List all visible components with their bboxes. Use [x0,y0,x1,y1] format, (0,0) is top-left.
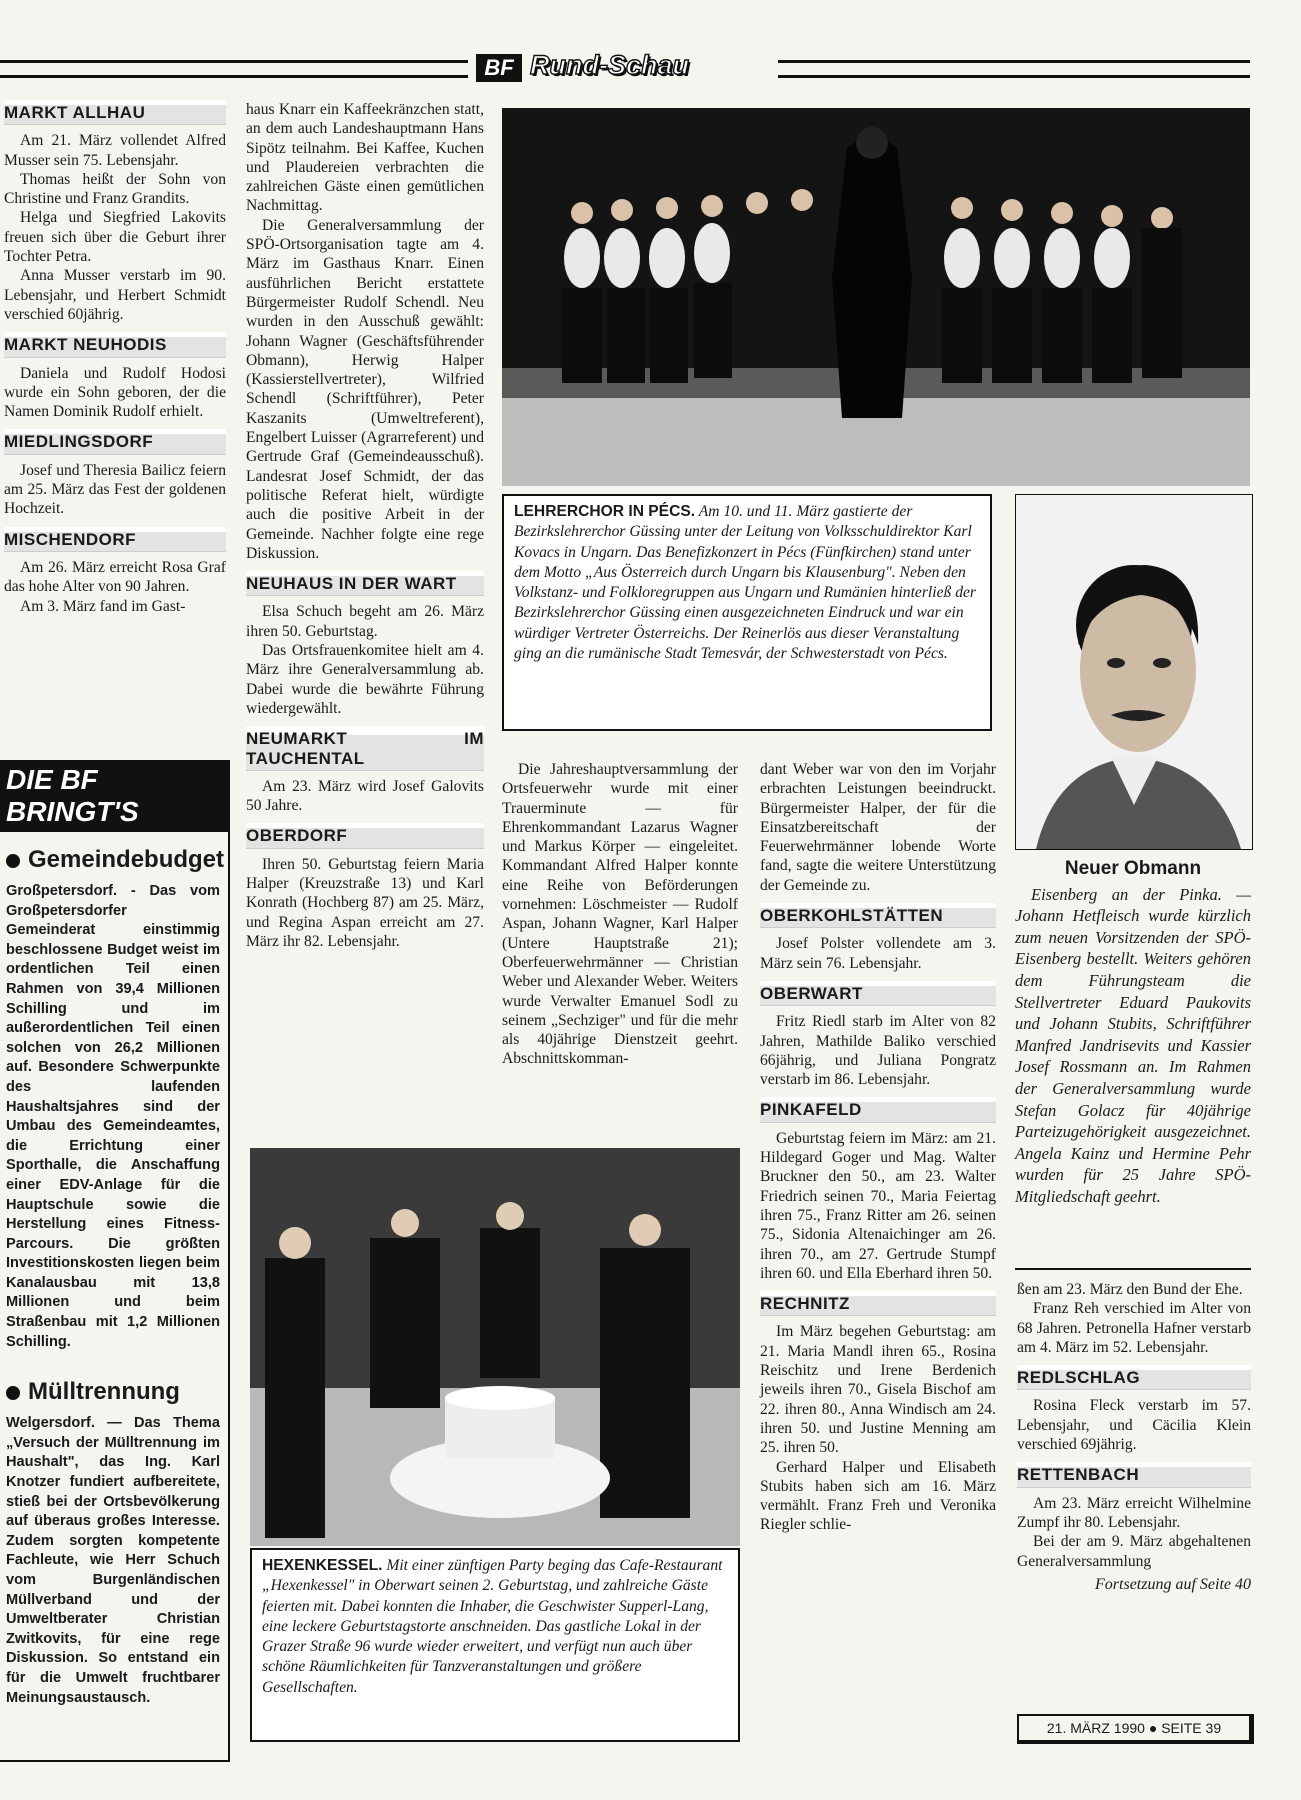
portrait-photo [1015,494,1253,850]
paragraph: Am 21. März vollendet Alfred Musser sein 75. Lebensjahr. [4,132,226,169]
paragraph: Gerhard Halper und Elisabeth Stubits haben sich am 16. März vermählt. Franz Freh und Veronika Riegler schlie- [760,1458,996,1534]
paragraph: Ihren 50. Geburtstag feiern Maria Halper (Kreuzstraße 13) und Karl Konrath (Hochberg 87) am 25. März, und Regina Aspan erreicht am 27. März ihr 82. Lebensjahr. [246,855,484,950]
paragraph: Die Generalversammlung der SPÖ-Ortsorganisation tagte am 4. März im Gasthaus Knarr. Einen ausführlichen Bericht erstattete Bürgermeister Rudolf Schendl. Neu wurden in den Ausschuß gewählt: Johann Wagner (Geschäftsführender Obmann), Herwig Halper (Kassierstellvertreter), Wilfried Schendl (Schriftführer), Peter Kaszanits (Umweltreferent), Engelbert Luisser (Agrarreferent) und Gertrude Graf (Gemeindeausschuß). Landesrat Josef Schmidt, der das politische Referat hielt, würdigte auch die positive Arbeit in der Gemeinde. Nachher folgte eine rege Diskussion. [246,216,484,562]
paragraph: Im März begehen Geburtstag: am 21. Maria Mandl ihren 65., Rosina Reischitz und Irene Berdenich jeweils ihren 70., Gisela Bischof am 22. ihren 80., Anna Windisch am 24. ihren 50. und Justine Menning am 25. ihren 50. [760,1323,996,1457]
section-heading: REDLSCHLAG [1017,1365,1251,1390]
item-title-gemeindebudget: Gemeindebudget [6,846,228,874]
portrait-illustration [1016,495,1252,849]
section-heading: MARKT ALLHAU [4,100,226,125]
paragraph: Josef Polster vollendete am 3. März sein 76. Lebensjahr. [760,935,996,972]
column-5 [1017,1280,1251,1594]
section-markt-neuhodis [4,332,226,421]
paragraph: Anna Musser verstarb im 90. Lebensjahr, und Herbert Schmidt verschied 60jährig. [4,267,226,323]
section-title: Rund-Schau [530,50,689,80]
paragraph: ßen am 23. März den Bund der Ehe. [1017,1281,1243,1298]
paragraph: Thomas heißt der Sohn von Christine und Franz Grandits. [4,170,226,208]
paragraph: Am 23. März wird Josef Galovits 50 Jahre. [246,777,484,815]
header-rule-right [778,60,1250,78]
page-header [0,50,1250,82]
divider [1015,1268,1251,1270]
paragraph: haus Knarr ein Kaffeekränzchen statt, an dem auch Landeshauptmann Hans Sipötz teilnahm. Bei Kaffee, Kuchen und Plaudereien verbrachten die zahlreichen Gäste einen gemütlichen Nachmittag. [246,101,484,215]
paragraph: Das Ortsfrauenkomitee hielt am 4. März ihre Generalversammlung ab. Dabei wurde die bewährte Führung wiedergewählt. [246,642,484,717]
footer-page: SEITE 39 [1161,1720,1222,1736]
section-miedlingsdorf [4,429,226,518]
continued-note: Fortsetzung auf Seite 40 [1095,1575,1251,1593]
obmann-text: Eisenberg an der Pinka. — Johann Hetfleisch wurde kürzlich zum neuen Vorsitzenden der SPÖ-Eisenberg bestellt. Weiters gehören dem Führungsteam die Stellvertreter Eduard Paukovits und Johann Stubits, Schriftführer Manfred Jandrisevits und Kassier Josef Rossmann an. Im Rahmen der Generalversammlung wurde Stefan Golacz für 40jährige Parteizugehörigkeit ausgezeichnet. Angela Kainz und Hermine Pehr wurden für 25 Jahre SPÖ-Mitgliedschaft geehrt. [1015,884,1251,1206]
section-heading: RECHNITZ [760,1291,996,1316]
footer-date: 21. MÄRZ 1990 [1046,1720,1145,1736]
paragraph: Bei der am 9. März abgehaltenen Generalversammlung [1017,1533,1251,1570]
hexenkessel-photo [250,1148,740,1546]
paragraph: Am 23. März erreicht Wilhelmine Zumpf ihr 80. Lebensjahr. [1017,1494,1251,1531]
header-rule-left [0,60,468,78]
item-text-gemeindebudget: Großpetersdorf. - Das vom Großpetersdorfer Gemeinderat einstimmig beschlossene Budget weist im ordentlichen Teil einen Rahmen von 39,4 Millionen Schilling und im außerordentlichen Teil einen solchen von 26,2 Millionen auf. Besondere Schwerpunkte des laufenden Haushaltsjahres sind der Umbau des Gemeindeamtes, die Errichtung einer Sporthalle, die Anschaffung einer EDV-Anlage für die Hauptschule sowie die Herstellung eines Fitness-Parcours. Die größten Investitionskosten liegen beim Kanalausbau mit 13,8 Millionen und beim Straßenbau mit 1,2 Millionen Schilling. [6,883,220,1350]
choir-photo [502,108,1250,486]
section-heading: OBERDORF [246,823,484,848]
paragraph: Franz Reh verschied im Alter von 68 Jahren. Petronella Hafner verstarb am 4. März im 52. Lebensjahr. [1017,1300,1251,1356]
section-heading: MARKT NEUHODIS [4,332,226,357]
paragraph: Fritz Riedl starb im Alter von 82 Jahren, Mathilde Baliko verschied 66jährig, und Juliana Pongratz verstarb im 86. Lebensjahr. [760,1013,996,1089]
column-1 [4,100,226,616]
bf-logo: BF [476,54,522,82]
item-title-muelltrennung: Mülltrennung [6,1378,228,1406]
paragraph: Rosina Fleck verstarb im 57. Lebensjahr, und Cäcilia Klein verschied 69jährig. [1017,1397,1251,1454]
section-heading: NEUHAUS IN DER WART [246,571,484,596]
section-heading: OBERKOHLSTÄTTEN [760,903,996,928]
paragraph: Josef und Theresia Bailicz feiern am 25. März das Fest der goldenen Hochzeit. [4,461,226,518]
section-heading: OBERWART [760,981,996,1006]
column-2 [246,100,484,951]
paragraph: Am 3. März fand im Gast- [20,597,186,615]
bf-bringts-box [0,760,230,1762]
bullet-icon [6,854,20,868]
paragraph: Daniela und Rudolf Hodosi wurde ein Sohn geboren, der die Namen Dominik Rudolf erhielt. [4,364,226,421]
section-heading: MISCHENDORF [4,527,226,552]
paragraph: Helga und Siegfried Lakovits freuen sich über die Geburt ihrer Tochter Petra. [4,209,226,266]
choir-caption [502,494,992,731]
choir-photo-illustration [502,108,1250,486]
caption-text: LEHRERCHOR IN PÉCS. Am 10. und 11. März gastierte der Bezirkslehrerchor Güssing unter der Leitung von Volksschuldirektor Karl Kovacs in Ungarn. Das Benefizkonzert in Pécs (Fünfkirchen) stand unter dem Motto „Aus Österreich durch Ungarn bis Klausenburg". Neben den Volkstanz- und Folkloregruppen aus Ungarn und Rumänien hinterließ der Bezirkslehrerchor Güssing einen ausgezeichneten Eindruck und war ein würdiger Vertreter Österreichs. Der Reinerlös aus dieser Veranstaltung ging an die rumänische Stadt Temesvár, der Schwesterstadt von Pécs. [514,503,976,663]
section-markt-allhau [4,100,226,324]
bringts-banner: DIE BF BRINGT'S [0,760,228,832]
section-mischendorf [4,527,226,616]
section-heading: MIEDLINGSDORF [4,429,226,454]
paragraph: Am 26. März erreicht Rosa Graf das hohe Alter von 90 Jahren. [4,558,226,596]
page-footer [1017,1714,1254,1744]
paragraph: Elsa Schuch begeht am 26. März ihren 50. Geburtstag. [246,603,484,640]
paragraph: Die Jahreshauptversammlung der Ortsfeuerwehr wurde mit einer Trauerminute — für Ehrenkommandant Lazarus Wagner und Markus Körper — eingeleitet. Kommandant Alfred Halper konnte eine Reihe von Beförderungen vornehmen: Löschmeister — Rudolf Aspan, Johann Wagner, Karl Halper (Untere Hauptstraße 21); Oberfeuerwehrmänner — Christian Weber und Alexander Weber. Weiters wurde Verwalter Emanuel Sodl zu seinem „Sechziger" und für die mehr als 40jährige Dienstzeit geehrt. Abschnittskomman- [502,761,738,1068]
caption-text: HEXENKESSEL. Mit einer zünftigen Party beging das Cafe-Restaurant „Hexenkessel" in Oberwart seinen 2. Geburtstag, und zahlreiche Gäste feierten mit. Dabei konnten die Inhaber, die Geschwister Supperl-Lang, eine leckere Geburtstagstorte anschneiden. Das gastliche Lokal in der Grazer Straße 96 wurde wieder erweitert, und verfügt nun auch über schöne Räumlichkeiten für Tanzveranstaltungen und größere Gesellschaften. [262,1557,723,1696]
column-3 [502,760,738,1069]
section-heading: PINKAFELD [760,1097,996,1122]
paragraph: dant Weber war von den im Vorjahr erbrachten Leistungen beeindruckt. Bürgermeister Halper, der für die Einsatzbereitschaft der Feuerwehrmänner lobende Worte fand, sagte die weitere Unterstützung der Gemeinde zu. [760,761,996,894]
section-heading: RETTENBACH [1017,1462,1251,1487]
section-heading: NEUMARKT IM TAUCHENTAL [246,726,484,771]
column-4 [760,760,996,1535]
caption-title: LEHRERCHOR IN PÉCS. [514,503,696,520]
hexenkessel-caption [250,1548,740,1742]
obmann-title: Neuer Obmann [1064,858,1202,879]
bullet-icon [6,1386,20,1400]
caption-title: HEXENKESSEL. [262,1557,383,1574]
footer-bullet-icon: ● [1148,1720,1158,1736]
item-text-muelltrennung: Welgersdorf. — Das Thema „Versuch der Mülltrennung im Haushalt", das Ing. Karl Knotzer fundiert aufbereitete, stieß bei der Ortsbevölkerung auf überaus großes Interesse. Zudem sorgten kompetente Fachleute, wie Herr Schuch vom Burgenländischen Müllverband und der Umweltberater Christian Zwitkovits, für eine rege Diskussion. So entstand ein für die Umwelt fruchtbarer Meinungsaustausch. [6,1415,220,1706]
obmann-article [1015,858,1251,1208]
party-illustration [250,1148,740,1546]
paragraph: Geburtstag feiern im März: am 21. Hildegard Goger und Mag. Walter Bruckner den 50., am 23. Walter Friedrich seinen 70., Maria Feiertag ihren 75., Franz Ritter am 26. seinen 75., Sidonia Altenaichinger am 26. ihren 70., am 27. Gertrude Stumpf ihren 60. und Ella Eberhard ihren 50. [760,1129,996,1282]
